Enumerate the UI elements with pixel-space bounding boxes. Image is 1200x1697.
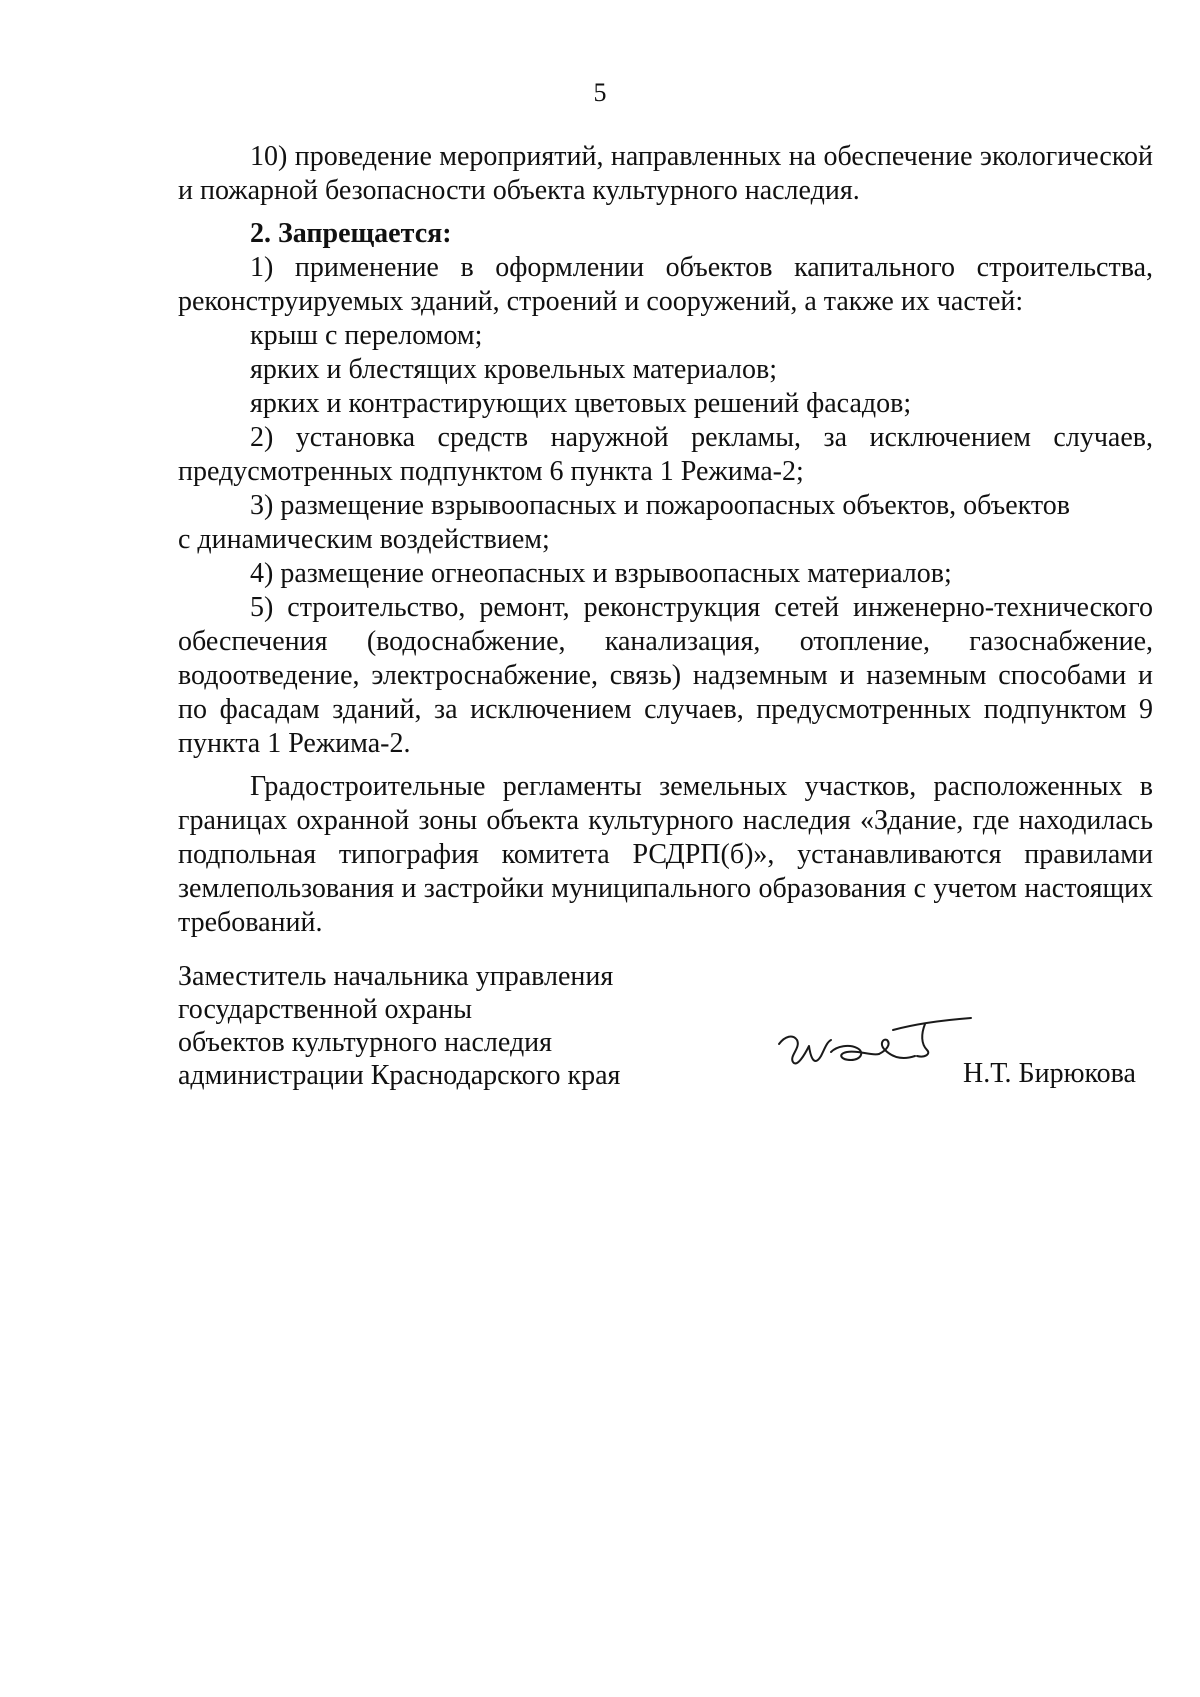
signer-name: Н.Т. Бирюкова [963, 1058, 1136, 1089]
page-number: 5 [593, 78, 607, 107]
document-body [178, 140, 1153, 940]
prohibited-item-1-c: ярких и контрастирующих цветовых решений фасадов; [250, 388, 912, 419]
prohibited-item-3-line-2: с динамическим воздействием; [178, 524, 550, 555]
prohibited-item-4: 4) размещение огнеопасных и взрывоопасных материалов; [250, 558, 952, 589]
closing-paragraph: Градостроительные регламенты земельных участков, расположенных в границах охранной зоны объекта культурного наследия «Здание, где находилась подпольная типография комитета РСДРП(б)», устанавливаются правилами землепользования и застройки муниципального образования с учетом настоящих требований. [178, 771, 1153, 938]
prohibited-item-5: 5) строительство, ремонт, реконструкция сетей инженерно-технического обеспечения (водоснабжение, канализация, отопление, газоснабжение, водоотведение, электроснабжение, связь) надземным и наземным способами и по фасадам зданий, за исключением случаев, предусмотренных подпунктом 9 пункта 1 Режима-2. [178, 592, 1153, 759]
prohibited-item-2: 2) установка средств наружной рекламы, за исключением случаев, предусмотренных подпунктом 6 пункта 1 Режима-2; [178, 422, 1153, 487]
prohibited-item-1: 1) применение в оформлении объектов капитального строительства, реконструируемых зданий, строений и сооружений, а также их частей: [178, 252, 1153, 317]
position-line-1: Заместитель начальника управления [178, 961, 614, 992]
signatory-position [178, 960, 620, 1092]
item-10-paragraph: 10) проведение мероприятий, направленных на обеспечение экологической и пожарной безопасности объекта культурного наследия. [178, 141, 1153, 206]
prohibited-item-1-b: ярких и блестящих кровельных материалов; [250, 354, 777, 385]
prohibited-item-3-line-1: 3) размещение взрывоопасных и пожароопасных объектов, объектов [250, 490, 1070, 521]
section-2-heading: 2. Запрещается: [250, 218, 452, 249]
position-line-4: администрации Краснодарского края [178, 1060, 621, 1091]
position-line-3: объектов культурного наследия [178, 1027, 553, 1058]
handwritten-signature [775, 1010, 975, 1090]
position-line-2: государственной охраны [178, 994, 473, 1025]
prohibited-item-1-a: крыш с переломом; [250, 320, 483, 351]
